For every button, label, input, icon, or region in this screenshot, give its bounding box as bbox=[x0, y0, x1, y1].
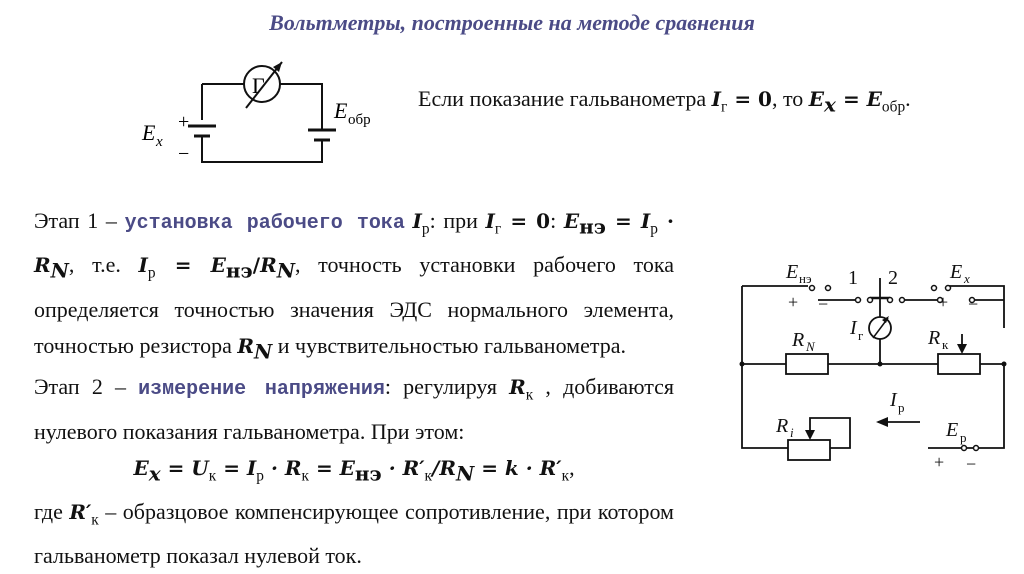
ep-subscript: р bbox=[960, 430, 967, 445]
ene-minus: − bbox=[818, 294, 829, 314]
conclusion-paragraph: где $R'_к$ – образцовое компенсирующее сопротивление, при котором гальванометр показал нулевой ток. bbox=[34, 498, 674, 569]
ri-label: R bbox=[776, 415, 789, 437]
galvanometer-label: Г bbox=[252, 73, 265, 98]
eobr-label: E bbox=[334, 98, 348, 123]
measurement-formula: $E_x = U_к = I_р \cdot R_к = E_{нэ} \cdot R'_к/R_N = k \cdot R'_к$, bbox=[133, 454, 575, 485]
slide-title: Вольтметры, построенные на методе сравнения bbox=[269, 10, 755, 35]
rk-label: R bbox=[928, 327, 941, 349]
eobr-subscript: обр bbox=[348, 112, 371, 128]
ex-label-2: E bbox=[950, 261, 963, 283]
rk-subscript: к bbox=[942, 337, 949, 352]
ep-plus: + bbox=[934, 452, 945, 472]
rn-subscript: N bbox=[806, 339, 815, 354]
ene-subscript: нэ bbox=[799, 271, 812, 286]
ep-label: E bbox=[946, 419, 959, 441]
ex-subscript: x bbox=[156, 134, 163, 150]
minus-sign: − bbox=[178, 143, 190, 165]
ex-plus: + bbox=[938, 292, 949, 312]
stage1-highlight: установка рабочего тока bbox=[124, 212, 405, 235]
comparison-circuit-diagram bbox=[130, 58, 390, 178]
ri-subscript: i bbox=[790, 425, 794, 440]
switch-position-1: 1 bbox=[848, 267, 858, 289]
ig-subscript: г bbox=[858, 328, 864, 343]
ene-label: E bbox=[786, 261, 799, 283]
ip-label: I bbox=[890, 389, 897, 411]
ex-subscript-2: x bbox=[964, 271, 970, 286]
ip-subscript: р bbox=[898, 400, 905, 415]
stage2-paragraph: Этап 2 – измерение напряжения: регулируя $R_к$ , добиваются нулевого показания гальванометра. При этом: bbox=[34, 374, 675, 444]
plus-sign: + bbox=[178, 111, 190, 133]
ep-minus: − bbox=[966, 454, 977, 474]
ig-label: I bbox=[850, 317, 857, 339]
stage1-paragraph: Этап 1 – установка рабочего тока $I_р$: при $I_г = 0$: $E_{нэ} = I_р \cdot R_N$, т.е. $I_р = E_{нэ}/R_N$, точность установки рабочего тока определяется точностью значения ЭДС нормального элемента, точностью резистора $R_N$ и чувствительностью гальванометра. bbox=[34, 208, 674, 364]
ex-minus: − bbox=[968, 294, 979, 314]
ene-plus: + bbox=[788, 292, 799, 312]
ex-label: E bbox=[142, 120, 156, 145]
stage2-highlight: измерение напряжения bbox=[138, 378, 385, 402]
switch-position-2: 2 bbox=[888, 267, 898, 289]
intro-statement: Если показание гальванометра $I_г = 0$, то $E_x = E_{обр}$. bbox=[418, 86, 911, 117]
rn-label: R bbox=[792, 329, 805, 351]
potentiometer-circuit-diagram bbox=[728, 256, 1018, 478]
main-text bbox=[34, 203, 674, 574]
